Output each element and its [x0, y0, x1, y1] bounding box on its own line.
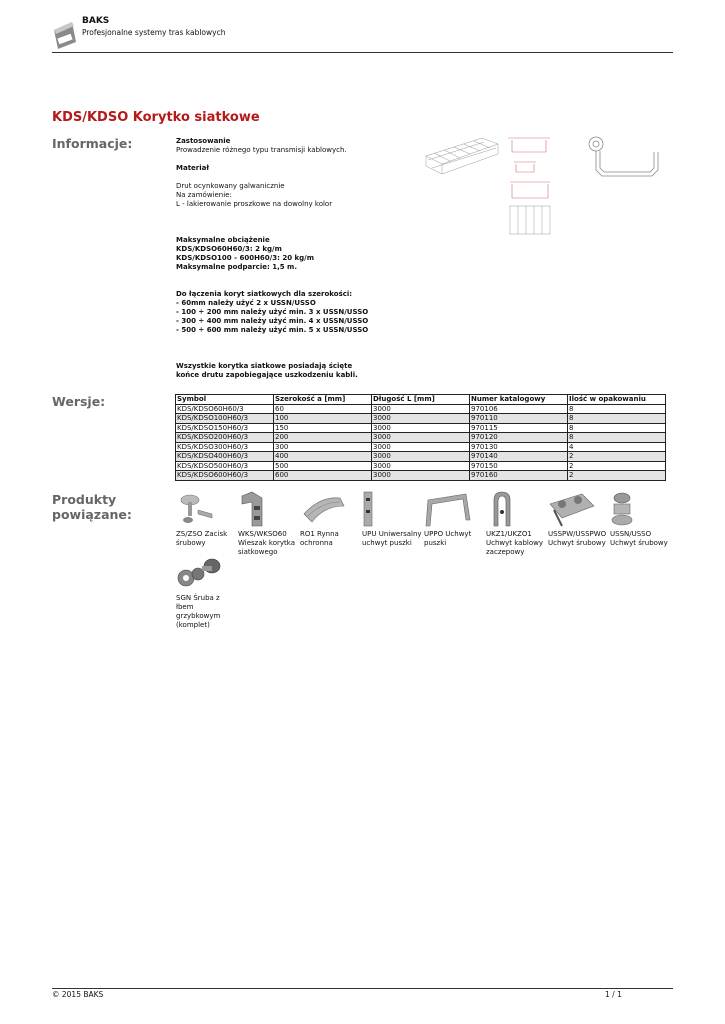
table-cell: 2: [568, 452, 666, 462]
table-cell: 970106: [470, 404, 568, 414]
note-line: końce drutu zapobiegające uszkodzeniu kabli.: [176, 371, 358, 379]
note-line: Wszystkie korytka siatkowe posiadają ścięte: [176, 362, 353, 370]
baks-logo-icon: [52, 16, 78, 50]
table-cell: 8: [568, 423, 666, 433]
footer-page-number: 1 / 1: [605, 990, 622, 999]
related-product[interactable]: [424, 490, 486, 548]
brand-name: BAKS: [82, 16, 110, 26]
material-line: L - lakierowanie proszkowe na dowolny kolor: [176, 200, 333, 208]
table-cell: 2: [568, 461, 666, 471]
table-header-cell: Symbol: [176, 395, 274, 405]
bolt-icon: [176, 554, 224, 592]
gutter-icon: [300, 490, 348, 528]
material-title: Materiał: [176, 164, 209, 172]
related-product[interactable]: [362, 490, 424, 548]
hanger-profile-drawing: [584, 134, 666, 180]
bracket-icon: [424, 490, 472, 528]
table-cell: 970160: [470, 471, 568, 481]
table-cell: 970115: [470, 423, 568, 433]
related-product[interactable]: [300, 490, 362, 548]
table-cell: 3000: [372, 442, 470, 452]
footer-copyright: © 2015 BAKS: [52, 990, 104, 999]
section-info-heading: Informacje:: [52, 136, 133, 151]
table-header-row: [176, 395, 666, 405]
related-product[interactable]: [486, 490, 548, 557]
related-product-label: RO1 Rynna ochronna: [300, 530, 339, 547]
load-line: KDS/KDSO60H60/3: 2 kg/m: [176, 245, 282, 253]
clamp-icon: [176, 490, 224, 528]
table-cell: 600: [274, 471, 372, 481]
brand-tagline: Profesjonalne systemy tras kablowych: [82, 28, 226, 37]
hanger-icon: [238, 490, 286, 528]
table-cell: 300: [274, 442, 372, 452]
cable-hook-icon: [486, 490, 534, 528]
usage-title: Zastosowanie: [176, 137, 231, 145]
table-row: [176, 461, 666, 471]
table-header-cell: Szerokość a [mm]: [274, 395, 372, 405]
related-product-label: WKS/WKSO60 Wieszak korytka siatkowego: [238, 530, 295, 556]
table-cell: 3000: [372, 471, 470, 481]
table-cell: 3000: [372, 452, 470, 462]
related-product[interactable]: [176, 554, 226, 630]
table-row: [176, 452, 666, 462]
related-product-label: UPU Uniwersalny uchwyt puszki: [362, 530, 422, 547]
join-line: - 100 ÷ 200 mm należy użyć min. 3 x USSN/USSO: [176, 308, 369, 316]
table-row: [176, 442, 666, 452]
table-cell: 970120: [470, 433, 568, 443]
info-block: [176, 137, 416, 380]
table-cell: 500: [274, 461, 372, 471]
table-row: [176, 471, 666, 481]
related-product[interactable]: [176, 490, 238, 548]
join-line: - 500 ÷ 600 mm należy użyć min. 5 x USSN/USSO: [176, 326, 369, 334]
table-header-cell: Długość L [mm]: [372, 395, 470, 405]
table-cell: 150: [274, 423, 372, 433]
table-cell: KDS/KDSO300H60/3: [176, 442, 274, 452]
versions-table: [175, 394, 666, 481]
related-product-label: ZS/ZSO Zacisk śrubowy: [176, 530, 228, 547]
usage-text: Prowadzenie różnego typu transmisji kablowych.: [176, 146, 347, 154]
table-cell: 400: [274, 452, 372, 462]
join-line: - 60mm należy użyć 2 x USSN/USSO: [176, 299, 316, 307]
table-cell: 970150: [470, 461, 568, 471]
related-product[interactable]: [610, 490, 672, 548]
footer-divider: [52, 988, 673, 989]
load-line: KDS/KDSO100 - 600H60/3: 20 kg/m: [176, 254, 315, 262]
table-cell: 3000: [372, 423, 470, 433]
screw-holder-icon: [548, 490, 596, 528]
related-product[interactable]: [548, 490, 610, 548]
table-cell: 8: [568, 404, 666, 414]
table-cell: KDS/KDSO200H60/3: [176, 433, 274, 443]
table-cell: 3000: [372, 414, 470, 424]
table-cell: 100: [274, 414, 372, 424]
table-cell: 60: [274, 404, 372, 414]
related-product-label: UPPO Uchwyt puszki: [424, 530, 472, 547]
table-cell: 2: [568, 471, 666, 481]
table-header-cell: Ilość w opakowaniu: [568, 395, 666, 405]
load-line: Maksymalne obciążenie: [176, 236, 270, 244]
related-product[interactable]: [238, 490, 300, 557]
related-product-label: SGN Śruba z łbem grzybkowym (komplet): [176, 594, 221, 629]
table-cell: 3000: [372, 433, 470, 443]
join-line: - 300 ÷ 400 mm należy użyć min. 4 x USSN/USSO: [176, 317, 369, 325]
table-cell: KDS/KDSO100H60/3: [176, 414, 274, 424]
material-line: Na zamówienie:: [176, 191, 232, 199]
related-product-label: USSN/USSO Uchwyt śrubowy: [610, 530, 668, 547]
section-related-heading: Produkty powiązane:: [52, 492, 132, 522]
table-cell: 970130: [470, 442, 568, 452]
table-cell: 200: [274, 433, 372, 443]
table-cell: 3000: [372, 404, 470, 414]
table-row: [176, 433, 666, 443]
table-cell: 8: [568, 433, 666, 443]
mesh-tray-3d-drawing: [422, 132, 502, 182]
table-cell: 4: [568, 442, 666, 452]
table-cell: 970110: [470, 414, 568, 424]
related-product-label: USSPW/USSPWO Uchwyt śrubowy: [548, 530, 607, 547]
table-cell: 3000: [372, 461, 470, 471]
table-row: [176, 404, 666, 414]
table-cell: KDS/KDSO150H60/3: [176, 423, 274, 433]
table-cell: KDS/KDSO60H60/3: [176, 404, 274, 414]
screw-clamp-icon: [610, 490, 658, 528]
join-line: Do łączenia koryt siatkowych dla szerokości:: [176, 290, 353, 298]
table-row: [176, 414, 666, 424]
page-title: KDS/KDSO Korytko siatkowe: [52, 110, 260, 125]
table-cell: KDS/KDSO500H60/3: [176, 461, 274, 471]
table-header-cell: Numer katalogowy: [470, 395, 568, 405]
related-product-label: UKZ1/UKZO1 Uchwyt kablowy zaczepowy: [486, 530, 544, 556]
header-divider: [52, 52, 673, 53]
load-line: Maksymalne podparcie: 1,5 m.: [176, 263, 297, 271]
box-holder-icon: [362, 490, 410, 528]
table-cell: 970140: [470, 452, 568, 462]
material-line: Drut ocynkowany galwanicznie: [176, 182, 285, 190]
table-cell: 8: [568, 414, 666, 424]
table-row: [176, 423, 666, 433]
table-cell: KDS/KDSO400H60/3: [176, 452, 274, 462]
mesh-tray-section-drawing: [506, 136, 554, 236]
table-cell: KDS/KDSO600H60/3: [176, 471, 274, 481]
section-versions-heading: Wersje:: [52, 394, 106, 409]
